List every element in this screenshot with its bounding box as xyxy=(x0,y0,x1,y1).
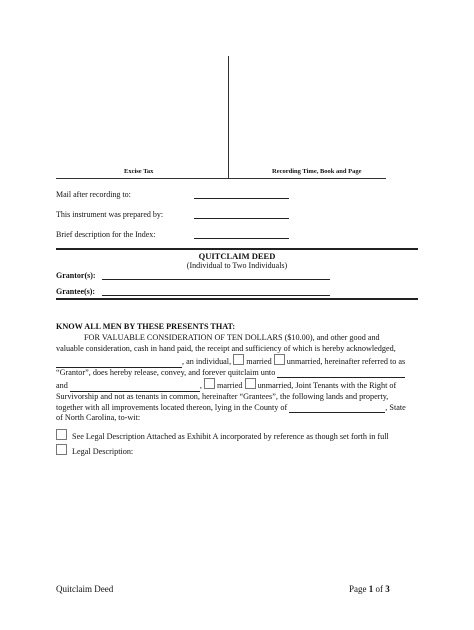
body-line-4: “Grantor”, does hereby release, convey, and forever quitclaim unto xyxy=(56,368,418,379)
header-rule xyxy=(56,178,386,179)
body-line-8: of North Carolina, to-wit: xyxy=(56,413,141,423)
prepared-by-field[interactable] xyxy=(194,218,289,219)
deed-subtitle: (Individual to Two Individuals) xyxy=(186,261,288,270)
prepared-by-label: This instrument was prepared by: xyxy=(56,210,164,219)
body-line-1: FOR VALUABLE CONSIDERATION OF TEN DOLLARS ($10.00), and other good and xyxy=(84,333,380,342)
body-paragraph xyxy=(56,333,418,424)
grantor-field[interactable] xyxy=(102,279,330,280)
body-line-3: , an individual, married unmarried, hereinafter referred to as xyxy=(56,354,418,368)
body-line-2: valuable consideration, cash in hand paid, the receipt and sufficiency of which is hereby acknowledged, xyxy=(56,343,396,353)
section-rule xyxy=(56,248,418,250)
excise-tax-label: Excise Tax xyxy=(124,168,154,175)
mail-after-field[interactable] xyxy=(194,198,289,199)
body-heading: KNOW ALL MEN BY THESE PRESENTS THAT: xyxy=(56,322,236,331)
deed-title: QUITCLAIM DEED xyxy=(198,251,276,261)
grantee-name-field-1[interactable] xyxy=(277,369,405,378)
legal-label: Legal Description: xyxy=(72,447,134,456)
grantor-name-field[interactable] xyxy=(56,359,182,368)
brief-description-field[interactable] xyxy=(194,238,289,239)
grantee-name-field-2[interactable] xyxy=(70,383,200,392)
exhibit-label: See Legal Description Attached as Exhibit A incorporated by reference as though set forth in full xyxy=(72,432,389,441)
footer-title: Quitclaim Deed xyxy=(56,584,114,594)
grantor-married-checkbox[interactable] xyxy=(233,354,244,365)
brief-description-label: Brief description for the Index: xyxy=(56,230,156,239)
body-line-5: and , married unmarried, Joint Tenants with the Right of xyxy=(56,378,418,392)
body-line-6: Survivorship and not as tenants in common, hereinafter “Grantees”, the following lands and property, xyxy=(56,391,389,401)
grantee-rule xyxy=(56,298,418,300)
body-line-7: together with all improvements located thereon, lying in the County of , State xyxy=(56,402,406,412)
grantee-married-checkbox[interactable] xyxy=(204,378,215,389)
grantee-label: Grantee(s): xyxy=(56,287,96,296)
exhibit-option xyxy=(56,429,389,443)
legal-option xyxy=(56,444,133,458)
grantee-unmarried-checkbox[interactable] xyxy=(245,378,256,389)
recording-label: Recording Time, Book and Page xyxy=(272,168,362,175)
grantor-label: Grantor(s): xyxy=(56,271,96,280)
county-field[interactable] xyxy=(289,404,385,413)
page-indicator: Page 1 of 3 xyxy=(349,584,390,594)
exhibit-checkbox[interactable] xyxy=(56,429,67,440)
recording-divider xyxy=(228,56,229,178)
legal-checkbox[interactable] xyxy=(56,444,67,455)
mail-after-label: Mail after recording to: xyxy=(56,190,131,199)
grantor-unmarried-checkbox[interactable] xyxy=(274,354,285,365)
grantee-field[interactable] xyxy=(102,295,330,296)
